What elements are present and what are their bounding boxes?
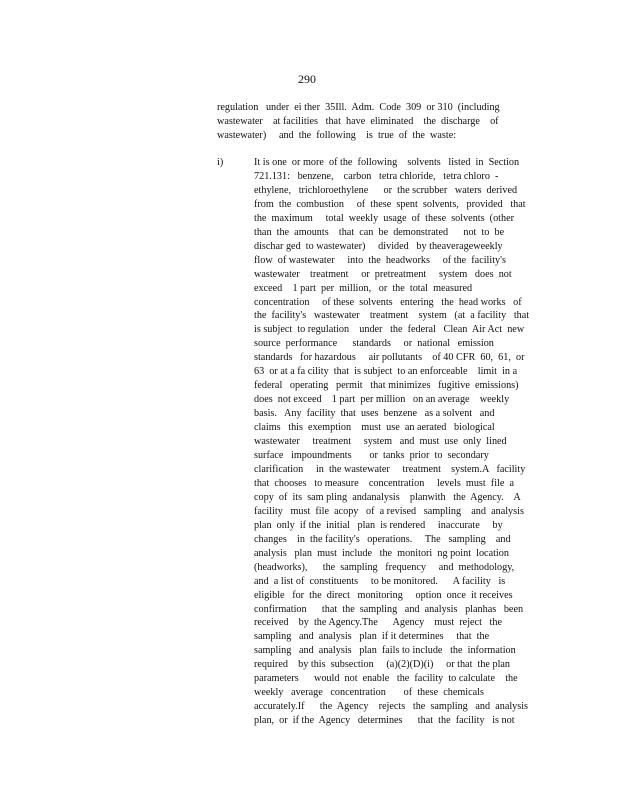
body-text-line: flow of wastewater into the headworks of the facility's	[254, 254, 506, 266]
body-text-line: the maximum total weekly usage of these solvents (other	[254, 212, 515, 224]
list-item-body	[254, 156, 529, 728]
body-text-line: does not exceed 1 part per million on an average weekly	[254, 394, 510, 406]
body-text-line: basis. Any facility that uses benzene as a solvent and	[254, 408, 495, 420]
body-text-line: wastewater treatment or pretreatment system does not	[254, 268, 512, 280]
body-text-line: 63 or at a fa cility that is subject to an enforceable limit in a	[254, 366, 518, 378]
body-text-line: (headworks), the sampling frequency and methodology,	[254, 561, 515, 573]
body-text-line: confirmation that the sampling and analysis planhas been	[254, 603, 524, 615]
body-text-line: wastewater treatment system and must use only lined	[254, 436, 507, 448]
body-text-line: received by the Agency.The Agency must reject the	[254, 617, 502, 629]
body-text-line: analysis plan must include the monitori ng point location	[254, 547, 509, 559]
body-text-line: concentration of these solvents entering the head works of	[254, 296, 522, 308]
body-text-line: federal operating permit that minimizes fugitive emissions)	[254, 380, 519, 392]
intro-paragraph	[217, 101, 500, 143]
body-text-line: the facility's wastewater treatment system (at a facility that	[254, 310, 530, 322]
body-text-line: plan only if the initial plan is rendered inaccurate by	[254, 519, 503, 531]
body-text-line: than the amounts that can be demonstrated not to be	[254, 226, 505, 238]
body-text-line: exceed 1 part per million, or the total measured	[254, 282, 473, 294]
body-text-line: plan, or if the Agency determines that the facility is not	[254, 715, 515, 727]
body-text-line: accurately.If the Agency rejects the sampling and analysis	[254, 701, 529, 713]
list-item-label: i)	[217, 157, 224, 168]
body-text-line: sampling and analysis plan fails to include the information	[254, 645, 516, 657]
body-text-line: and a list of constituents to be monitored. A facility is	[254, 575, 506, 587]
body-text-line: copy of its sam pling andanalysis planwith the Agency. A	[254, 491, 521, 503]
body-text-line: It is one or more of the following solvents listed in Section	[254, 157, 520, 168]
body-text-line: changes in the facility's operations. The sampling and	[254, 533, 511, 545]
body-text-line: parameters would not enable the facility to calculate the	[254, 673, 518, 685]
body-text-line: clarification in the wastewater treatment system.A facility	[254, 463, 526, 475]
body-text-line: sampling and analysis plan if it determines that the	[254, 631, 490, 643]
body-text-line: source performance standards or national emission	[254, 338, 494, 350]
body-text-line: dischar ged to wastewater) divided by theaverageweekly	[254, 240, 503, 252]
body-text-line: required by this subsection (a)(2)(D)(i) or that the plan	[254, 659, 511, 671]
intro-line: regulation under ei ther 35Ill. Adm. Code 309 or 310 (including	[217, 102, 500, 113]
body-text-line: eligible for the direct monitoring option once it receives	[254, 589, 513, 601]
body-text-line: is subject to regulation under the federal Clean Air Act new	[254, 324, 525, 336]
body-text-line: that chooses to measure concentration levels must file a	[254, 477, 514, 489]
body-text-line: weekly average concentration of these chemicals	[254, 687, 484, 699]
body-text-line: surface impoundments or tanks prior to secondary	[254, 450, 489, 462]
intro-line: wastewater) and the following is true of the waste:	[217, 129, 457, 141]
body-text-line: from the combustion of these spent solvents, provided that	[254, 198, 526, 210]
body-text-line: ethylene, trichloroethylene or the scrubber waters derived	[254, 184, 518, 196]
page-number: 290	[298, 72, 316, 86]
body-text-line: claims this exemption must use an aerated biological	[254, 422, 495, 434]
body-text-line: 721.131: benzene, carbon tetra chloride, tetra chloro -	[254, 170, 499, 182]
intro-line: wastewater at facilities that have eliminated the discharge of	[217, 115, 499, 127]
body-text-line: standards for hazardous air pollutants of 40 CFR 60, 61, or	[254, 352, 525, 364]
body-text-line: facility must file acopy of a revised sampling and analysis	[254, 505, 524, 517]
